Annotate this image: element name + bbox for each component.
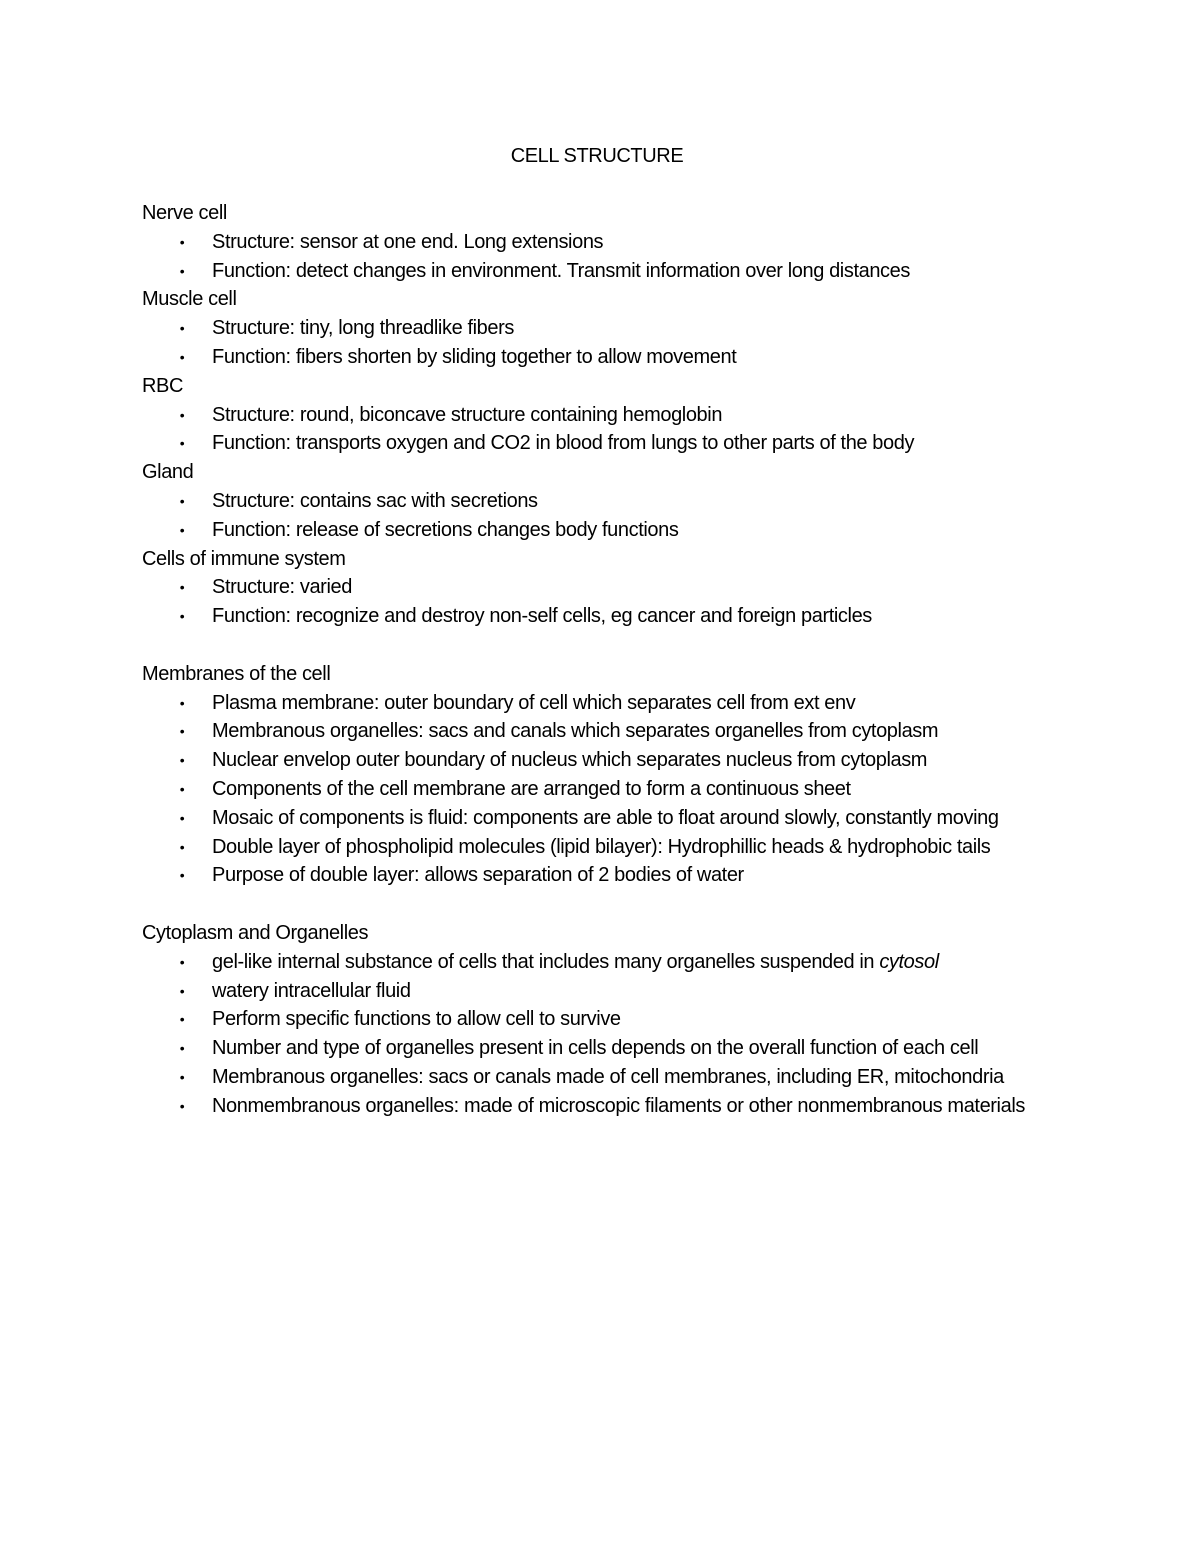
page-title: CELL STRUCTURE — [510, 145, 684, 167]
list-item — [142, 717, 1062, 746]
bullet-icon: • — [179, 982, 185, 999]
list-item — [142, 689, 1062, 718]
list-item-text: Function: recognize and destroy non-self cells, eg cancer and foreign particles — [212, 605, 872, 628]
list-item-text: Membranous organelles: sacs or canals made of cell membranes, including ER, mitochondria — [212, 1065, 1004, 1088]
list-item — [142, 314, 1062, 343]
membranes-list — [142, 689, 1062, 891]
list-item — [142, 401, 1062, 430]
list-item — [142, 429, 1062, 458]
bullet-icon: • — [179, 320, 185, 337]
list-item — [142, 228, 1062, 257]
bullet-icon: • — [179, 492, 185, 509]
bullet-icon: • — [179, 723, 185, 740]
blank-line — [142, 631, 1062, 660]
list-item — [142, 833, 1062, 862]
list-item-text: Function: release of secretions changes body functions — [212, 518, 679, 541]
bullet-icon: • — [179, 752, 185, 769]
bullet-icon: • — [179, 233, 185, 250]
section-heading-cytoplasm: Cytoplasm and Organelles — [142, 921, 369, 944]
list-item-text: Membranous organelles: sacs and canals which separates organelles from cytoplasm — [212, 720, 939, 743]
list-item — [142, 948, 1062, 977]
bullet-icon: • — [179, 348, 185, 365]
list-item-text: Double layer of phospholipid molecules (lipid bilayer): Hydrophillic heads & hydrophobic tails — [212, 835, 991, 858]
bullet-icon: • — [179, 406, 185, 423]
bullet-icon: • — [179, 809, 185, 826]
list-item-text: Nuclear envelop outer boundary of nucleus which separates nucleus from cytoplasm — [212, 749, 928, 772]
muscle-cell-list — [142, 314, 1062, 372]
bullet-icon: • — [179, 867, 185, 884]
list-item — [142, 343, 1062, 372]
bullet-icon: • — [179, 1068, 185, 1085]
cytoplasm-list — [142, 948, 1062, 1121]
list-item-text: gel-like internal substance of cells that includes many organelles suspended in — [212, 950, 880, 973]
bullet-icon: • — [179, 838, 185, 855]
bullet-icon: • — [179, 262, 185, 279]
section-heading-muscle-cell: Muscle cell — [142, 288, 237, 311]
section-heading-immune-cells: Cells of immune system — [142, 547, 346, 570]
list-item-text: Nonmembranous organelles: made of microscopic filaments or other nonmembranous materials — [212, 1094, 1025, 1117]
list-item-text: Structure: sensor at one end. Long extensions — [212, 230, 604, 253]
gland-list — [142, 487, 1062, 545]
section-heading-nerve-cell: Nerve cell — [142, 202, 227, 224]
list-item-text: Mosaic of components is fluid: components are able to float around slowly, constantly moving — [212, 806, 999, 829]
list-item-text: Perform specific functions to allow cell to survive — [212, 1008, 621, 1031]
list-item — [142, 573, 1062, 602]
list-item — [142, 861, 1062, 890]
list-item — [142, 746, 1062, 775]
list-item-italic-term: cytosol — [879, 950, 939, 973]
bullet-icon: • — [179, 694, 185, 711]
bullet-icon: • — [179, 579, 185, 596]
list-item-text: Structure: round, biconcave structure containing hemoglobin — [212, 403, 723, 426]
list-item-text: Components of the cell membrane are arranged to form a continuous sheet — [212, 777, 851, 800]
list-item — [142, 1063, 1062, 1092]
document-body — [142, 199, 1062, 1121]
list-item-text: watery intracellular fluid — [212, 979, 411, 1002]
list-item — [142, 1092, 1062, 1121]
bullet-icon: • — [179, 953, 185, 970]
list-item-text: Purpose of double layer: allows separation of 2 bodies of water — [212, 864, 744, 887]
section-heading-gland: Gland — [142, 461, 194, 484]
list-item — [142, 1034, 1062, 1063]
bullet-icon: • — [179, 608, 185, 625]
section-heading-rbc: RBC — [142, 374, 184, 397]
immune-cells-list — [142, 573, 1062, 631]
list-item — [142, 257, 1062, 286]
list-item-text: Structure: contains sac with secretions — [212, 489, 538, 512]
list-item — [142, 516, 1062, 545]
bullet-icon: • — [179, 1097, 185, 1114]
list-item — [142, 804, 1062, 833]
nerve-cell-list — [142, 228, 1062, 286]
bullet-icon: • — [179, 1011, 185, 1028]
list-item — [142, 602, 1062, 631]
bullet-icon: • — [179, 435, 185, 452]
list-item — [142, 775, 1062, 804]
list-item-text: Plasma membrane: outer boundary of cell which separates cell from ext env — [212, 691, 856, 714]
list-item — [142, 487, 1062, 516]
list-item — [142, 1005, 1062, 1034]
list-item-text: Function: fibers shorten by sliding together to allow movement — [212, 345, 737, 368]
rbc-list — [142, 401, 1062, 459]
list-item-text: Structure: varied — [212, 576, 352, 599]
blank-line — [142, 890, 1062, 919]
list-item-text: Number and type of organelles present in cells depends on the overall function of each cell — [212, 1037, 979, 1060]
bullet-icon: • — [179, 780, 185, 797]
list-item — [142, 977, 1062, 1006]
bullet-icon: • — [179, 1040, 185, 1057]
list-item-text: Function: detect changes in environment. Transmit information over long distances — [212, 259, 910, 282]
list-item-text: Structure: tiny, long threadlike fibers — [212, 317, 514, 340]
bullet-icon: • — [179, 521, 185, 538]
list-item-text: Function: transports oxygen and CO2 in blood from lungs to other parts of the body — [212, 432, 915, 455]
section-heading-membranes: Membranes of the cell — [142, 662, 331, 685]
